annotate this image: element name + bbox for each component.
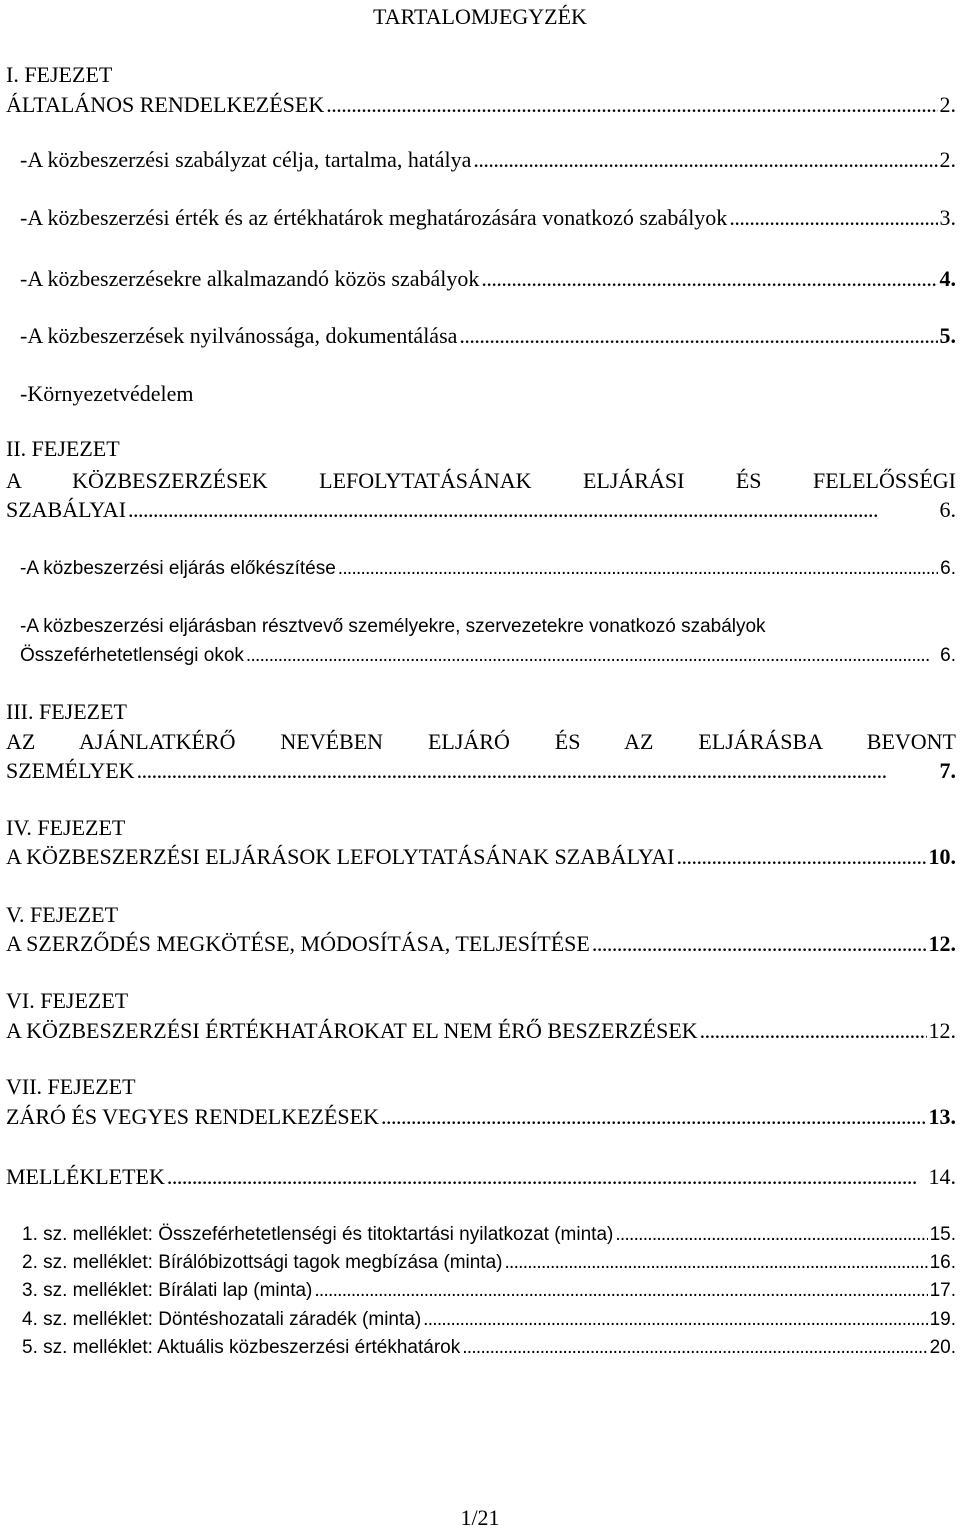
page-number: 1/21 <box>460 1505 500 1530</box>
dot-leader <box>338 554 938 584</box>
toc-entry-title: ÁLTALÁNOS RENDELKEZÉSEK <box>6 92 325 117</box>
toc-entry[interactable] <box>6 90 956 120</box>
toc-entry-title: A KÖZBESZERZÉSI ÉRTÉKHATÁROKAT EL NEM ÉRŐ BESZERZÉSEK <box>6 1018 698 1043</box>
toc-entry-page: 6. <box>940 558 956 579</box>
toc-entry-title: -A közbeszerzési érték és az értékhatárok meghatározására vonatkozó szabályok <box>20 205 728 230</box>
chapter-heading: II. FEJEZET <box>6 436 120 461</box>
dot-leader <box>167 1162 927 1192</box>
annex-entry-title: 5. sz. melléklet: Aktuális közbeszerzési értékhatárok <box>22 1337 461 1358</box>
toc-entry-title: ZÁRÓ ÉS VEGYES RENDELKEZÉSEK <box>6 1104 379 1129</box>
annex-entry[interactable] <box>22 1248 956 1278</box>
annex-entry-page: 17. <box>929 1280 956 1301</box>
toc-entry[interactable] <box>6 1102 956 1132</box>
dot-leader <box>128 495 937 525</box>
toc-entry-page: 6. <box>940 645 956 666</box>
dot-leader <box>700 1016 927 1046</box>
toc-entry-title: -A közbeszerzési eljárás előkészítése <box>20 558 336 579</box>
toc-entry[interactable] <box>6 1016 956 1046</box>
annex-entry[interactable] <box>22 1333 956 1363</box>
toc-entry-page: 7. <box>939 758 956 783</box>
annex-entry[interactable] <box>22 1220 956 1250</box>
chapter-heading: V. FEJEZET <box>6 902 119 927</box>
toc-entry[interactable] <box>6 495 956 525</box>
annex-entry-page: 19. <box>929 1309 956 1330</box>
dot-leader <box>423 1305 927 1335</box>
toc-entry-title: SZABÁLYAI <box>6 497 127 522</box>
dot-leader <box>592 929 927 959</box>
toc-entry-title: Összeférhetetlenségi okok <box>20 645 244 666</box>
toc-entry[interactable] <box>20 554 956 584</box>
dot-leader <box>677 842 927 872</box>
annex-entry-page: 15. <box>929 1224 956 1245</box>
toc-entry-page: 5. <box>939 323 956 348</box>
dot-leader <box>326 90 937 120</box>
toc-entry[interactable] <box>20 145 956 175</box>
dot-leader <box>381 1102 927 1132</box>
toc-entry-page: 12. <box>928 931 956 956</box>
dot-leader <box>462 1333 927 1363</box>
chapter-heading: III. FEJEZET <box>6 699 127 724</box>
dot-leader <box>504 1248 927 1278</box>
toc-entry[interactable] <box>6 929 956 959</box>
toc-entry-page: 6. <box>939 497 956 522</box>
toc-entry[interactable] <box>20 641 956 671</box>
toc-entry-title: MELLÉKLETEK <box>6 1164 165 1189</box>
dot-leader <box>615 1220 927 1250</box>
toc-entry-title: -A közbeszerzésekre alkalmazandó közös szabályok <box>20 266 480 291</box>
toc-entry-page: 12. <box>928 1018 956 1043</box>
toc-entry[interactable] <box>6 842 956 872</box>
toc-entry-title: -A közbeszerzési szabályzat célja, tartalma, hatálya <box>20 147 472 172</box>
annex-entry-title: 4. sz. melléklet: Döntéshozatali záradék (minta) <box>22 1309 422 1330</box>
annex-entry-title: 2. sz. melléklet: Bírálóbizottsági tagok megbízása (minta) <box>22 1252 503 1273</box>
toc-entry[interactable] <box>20 321 956 351</box>
toc-entry-title-line1: -A közbeszerzési eljárásban résztvevő személyekre, szervezetekre vonatkozó szabályok <box>20 616 766 637</box>
toc-entry-page: 4. <box>939 266 956 291</box>
chapter-heading: VII. FEJEZET <box>6 1074 136 1099</box>
toc-entry-page: 2. <box>939 92 956 117</box>
toc-entry-title-line1: A KÖZBESZERZÉSEK LEFOLYTATÁSÁNAK ELJÁRÁSI ÉS FELELŐSSÉGI <box>6 468 956 493</box>
annex-entry[interactable] <box>22 1305 956 1335</box>
toc-entry-page: 13. <box>928 1104 956 1129</box>
annex-entry-title: 1. sz. melléklet: Összeférhetetlenségi és titoktartási nyilatkozat (minta) <box>22 1224 614 1245</box>
dot-leader <box>481 264 937 294</box>
toc-entry-title[interactable]: -Környezetvédelem <box>20 381 194 406</box>
toc-entry[interactable] <box>6 1162 956 1192</box>
dot-leader <box>473 145 937 175</box>
toc-entry-title: -A közbeszerzések nyilvánossága, dokumentálása <box>20 323 458 348</box>
dot-leader <box>314 1276 927 1306</box>
annex-entry-page: 16. <box>929 1252 956 1273</box>
dot-leader <box>246 641 938 671</box>
toc-entry-title-line1: AZ AJÁNLATKÉRŐ NEVÉBEN ELJÁRÓ ÉS AZ ELJÁRÁSBA BEVONT <box>6 729 956 754</box>
toc-entry[interactable] <box>6 756 956 786</box>
toc-entry[interactable] <box>20 264 956 294</box>
annex-entry-page: 20. <box>929 1337 956 1358</box>
toc-entry-title: A KÖZBESZERZÉSI ELJÁRÁSOK LEFOLYTATÁSÁNAK SZABÁLYAI <box>6 844 675 869</box>
annex-entry-title: 3. sz. melléklet: Bírálati lap (minta) <box>22 1280 313 1301</box>
toc-entry-page: 3. <box>939 205 956 230</box>
dot-leader <box>729 203 937 233</box>
toc-entry[interactable] <box>20 203 956 233</box>
chapter-heading: VI. FEJEZET <box>6 988 129 1013</box>
chapter-heading: I. FEJEZET <box>6 62 113 87</box>
annex-entry[interactable] <box>22 1276 956 1306</box>
chapter-heading: IV. FEJEZET <box>6 815 126 840</box>
toc-entry-page: 2. <box>939 147 956 172</box>
toc-entry-title: A SZERZŐDÉS MEGKÖTÉSE, MÓDOSÍTÁSA, TELJESÍTÉSE <box>6 931 590 956</box>
page-title: TARTALOMJEGYZÉK <box>373 4 587 29</box>
toc-entry-page: 14. <box>928 1164 956 1189</box>
toc-entry-title: SZEMÉLYEK <box>6 758 135 783</box>
dot-leader <box>459 321 937 351</box>
dot-leader <box>137 756 938 786</box>
toc-entry-page: 10. <box>928 844 956 869</box>
